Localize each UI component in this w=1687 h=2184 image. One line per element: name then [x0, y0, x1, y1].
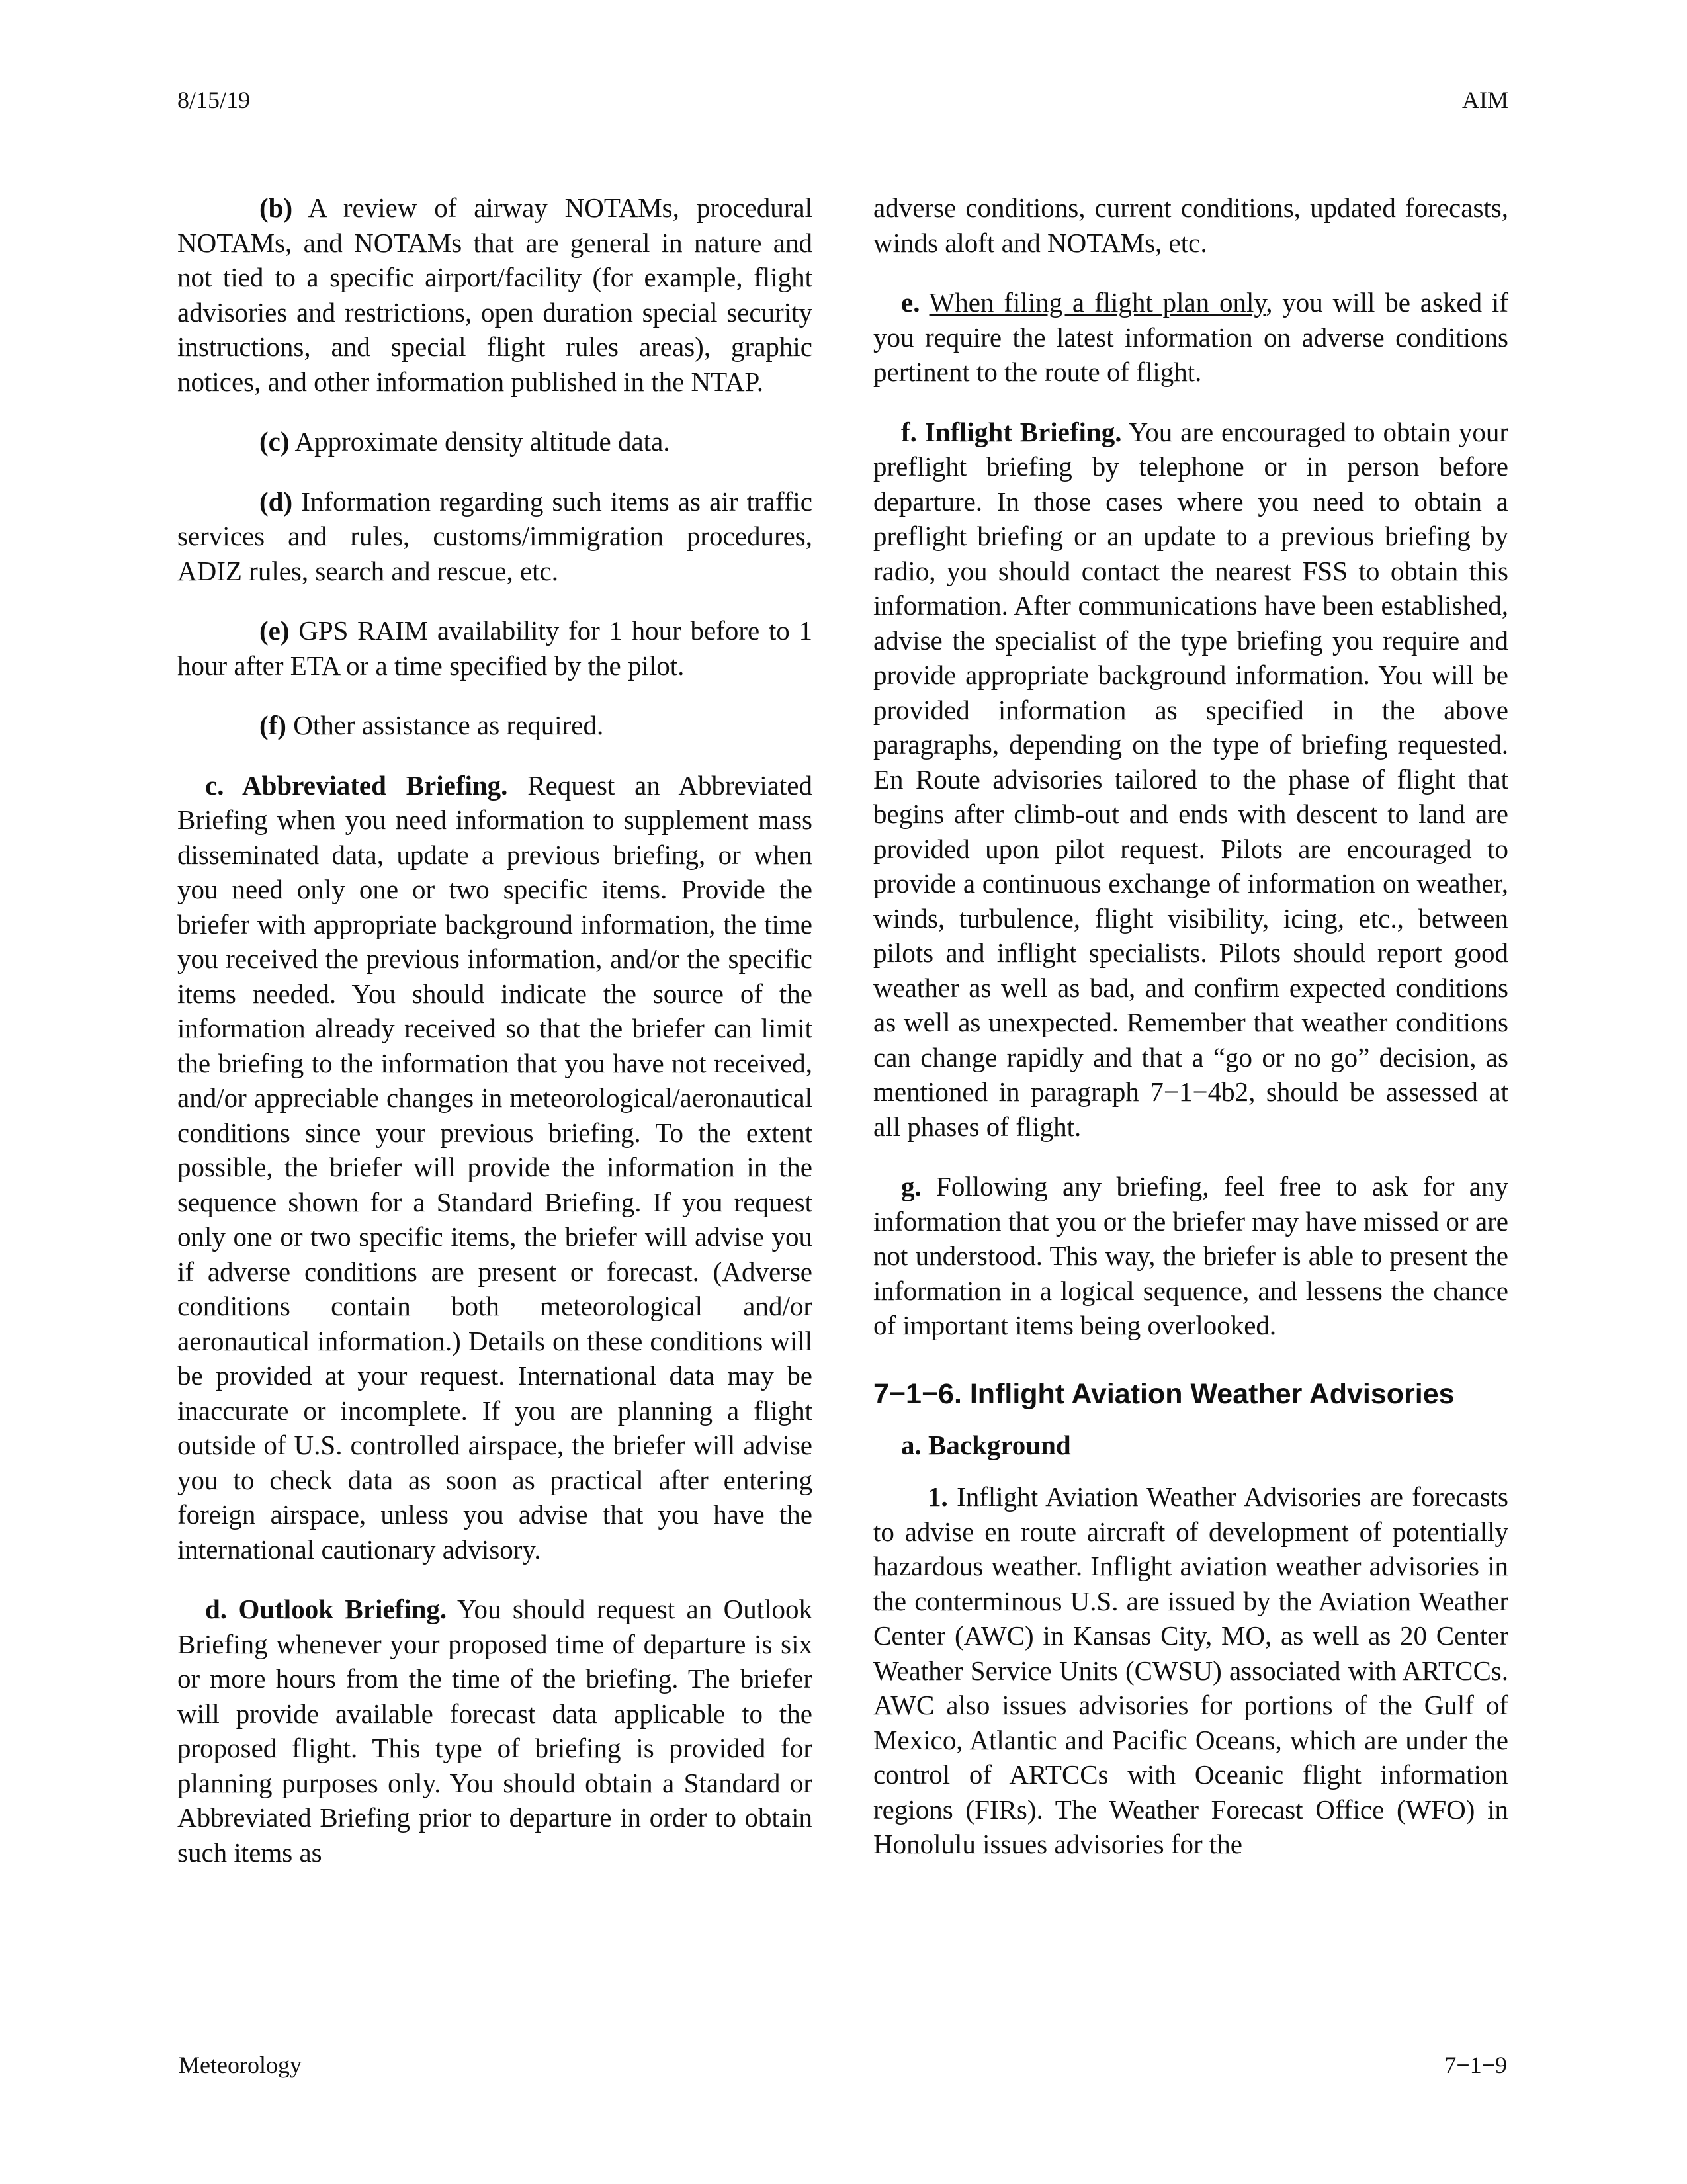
item-e-filing-underlined: When filing a flight plan only — [929, 287, 1266, 318]
item-d — [177, 484, 812, 589]
item-e — [177, 613, 812, 683]
footer-chapter: Meteorology — [179, 2052, 302, 2078]
left-column — [177, 191, 812, 1895]
outlook-briefing-paragraph — [177, 1592, 812, 1870]
item-e-text: GPS RAIM availability for 1 hour before to 1 hour after ETA or a time specified by the pilot. — [177, 615, 812, 681]
item-f-label: (f) — [259, 710, 286, 740]
outlook-briefing-text: You should request an Outlook Briefing whenever your proposed time of departure is six or more hours from the time of the briefing. The briefer will provide available forecast data applicable to the proposed flight. This type of briefing is provided for planning purposes only. You should obtain a Standard or Abbreviated Briefing prior to departure in order to obtain such items as — [177, 1594, 812, 1868]
outlook-briefing-label: d. Outlook Briefing. — [205, 1594, 447, 1624]
item-e-filing-label: e. — [901, 287, 920, 318]
background-paragraph-1-text: Inflight Aviation Weather Advisories are forecasts to advise en route aircraft of development of potentially hazardous weather. Inflight aviation weather advisories in the conterminous U.S. are issued by the Aviation Weather Center (AWC) in Kansas City, MO, as well as 20 Center Weather Service Units (CWSU) associated with ARTCCs. AWC also issues advisories for portions of the Gulf of Mexico, Atlantic and Pacific Oceans, which are under the control of ARTCCs with Oceanic flight information regions (FIRs). The Weather Forecast Office (WFO) in Honolulu issues advisories for the — [873, 1481, 1508, 1859]
inflight-briefing-text: You are encouraged to obtain your preflight briefing by telephone or in person before departure. In those cases where you need to obtain a preflight briefing or an update to a previous briefing by radio, you should contact the nearest FSS to obtain this information. After communications have been established, advise the specialist of the type briefing you require and provide appropriate background information. You will be provided information as specified in the above paragraphs, depending on the type of briefing requested. En Route advisories tailored to the phase of flight that begins after climb-out and ends with descent to land are provided upon pilot request. Pilots are encouraged to provide a continuous exchange of information on weather, winds, turbulence, flight visibility, icing, etc., between pilots and inflight specialists. Pilots should report good weather as well as bad, and confirm expected conditions as well as unexpected. Remember that weather conditions can change rapidly and that a “go or no go” decision, as mentioned in paragraph 7−1−4b2, should be assessed at all phases of flight. — [873, 416, 1508, 1142]
background-paragraph-1-label: 1. — [928, 1481, 948, 1512]
background-paragraph-1 — [873, 1479, 1508, 1862]
item-c-text: Approximate density altitude data. — [289, 426, 670, 457]
footer-page-number: 7−1−9 — [1444, 2052, 1507, 2078]
item-f-text: Other assistance as required. — [286, 710, 604, 740]
item-g-text: Following any briefing, feel free to ask for any information that you or the briefer may have missed or are not understood. This way, the briefer is able to present the information in a logical sequence, and lessens the chance of important items being overlooked. — [873, 1171, 1508, 1340]
item-d-label: (d) — [259, 486, 293, 517]
subsection-title: a. Background — [901, 1429, 1071, 1460]
item-b — [177, 191, 812, 399]
section-title: 7−1−6. Inflight Aviation Weather Advisories — [873, 1377, 1455, 1410]
abbreviated-briefing-text: Request an Abbreviated Briefing when you need information to supplement mass disseminated data, update a previous briefing, or when you need only one or two specific items. Provide the briefer with appropriate background information, the time you received the previous information, and/or the specific items needed. You should indicate the source of the information already received so that the briefer can limit the briefing to the information that you have not received, and/or appreciable changes in meteorological/aeronautical conditions since your previous briefing. To the extent possible, the briefer will provide the information in the sequence shown for a Standard Briefing. If you request only one or two specific items, the briefer will advise you if adverse conditions are present or forecast. (Adverse conditions contain both meteorological and/or aeronautical information.) Details on these conditions will be provided at your request. International data may be inaccurate or incomplete. If you are planning a flight outside of U.S. controlled airspace, the briefer will advise you to check data as soon as practical after entering foreign airspace, unless you advise that you have the international cautionary advisory. — [177, 769, 812, 1565]
item-e-label: (e) — [259, 615, 290, 646]
item-e-filing-text: , you will be asked if you require the latest information on adverse conditions pertinent to the route of flight. — [873, 287, 1508, 387]
header-date: 8/15/19 — [177, 87, 251, 113]
item-e-filing — [873, 285, 1508, 390]
right-column — [873, 191, 1508, 1887]
item-g-label: g. — [901, 1171, 922, 1201]
header-doc-id: AIM — [1462, 87, 1508, 113]
item-d-text: Information regarding such items as air traffic services and rules, customs/immigration procedures, ADIZ rules, search and rescue, etc. — [177, 486, 812, 586]
continued-paragraph: adverse conditions, current conditions, updated forecasts, winds aloft and NOTAMs, etc. — [873, 193, 1508, 258]
item-c — [177, 424, 812, 459]
item-f — [177, 708, 812, 743]
item-b-label: (b) — [259, 193, 293, 223]
item-c-label: (c) — [259, 426, 290, 457]
inflight-briefing-label: f. Inflight Briefing. — [901, 416, 1122, 447]
inflight-briefing-paragraph — [873, 415, 1508, 1145]
item-g — [873, 1169, 1508, 1343]
abbreviated-briefing-paragraph — [177, 768, 812, 1567]
item-b-text: A review of airway NOTAMs, procedural NOTAMs, and NOTAMs that are general in nature and not tied to a specific airport/facility (for example, flight advisories and restrictions, open duration special security instructions, and special flight rules areas), graphic notices, and other information published in the NTAP. — [177, 193, 812, 397]
abbreviated-briefing-label: c. Abbreviated Briefing. — [205, 769, 508, 801]
